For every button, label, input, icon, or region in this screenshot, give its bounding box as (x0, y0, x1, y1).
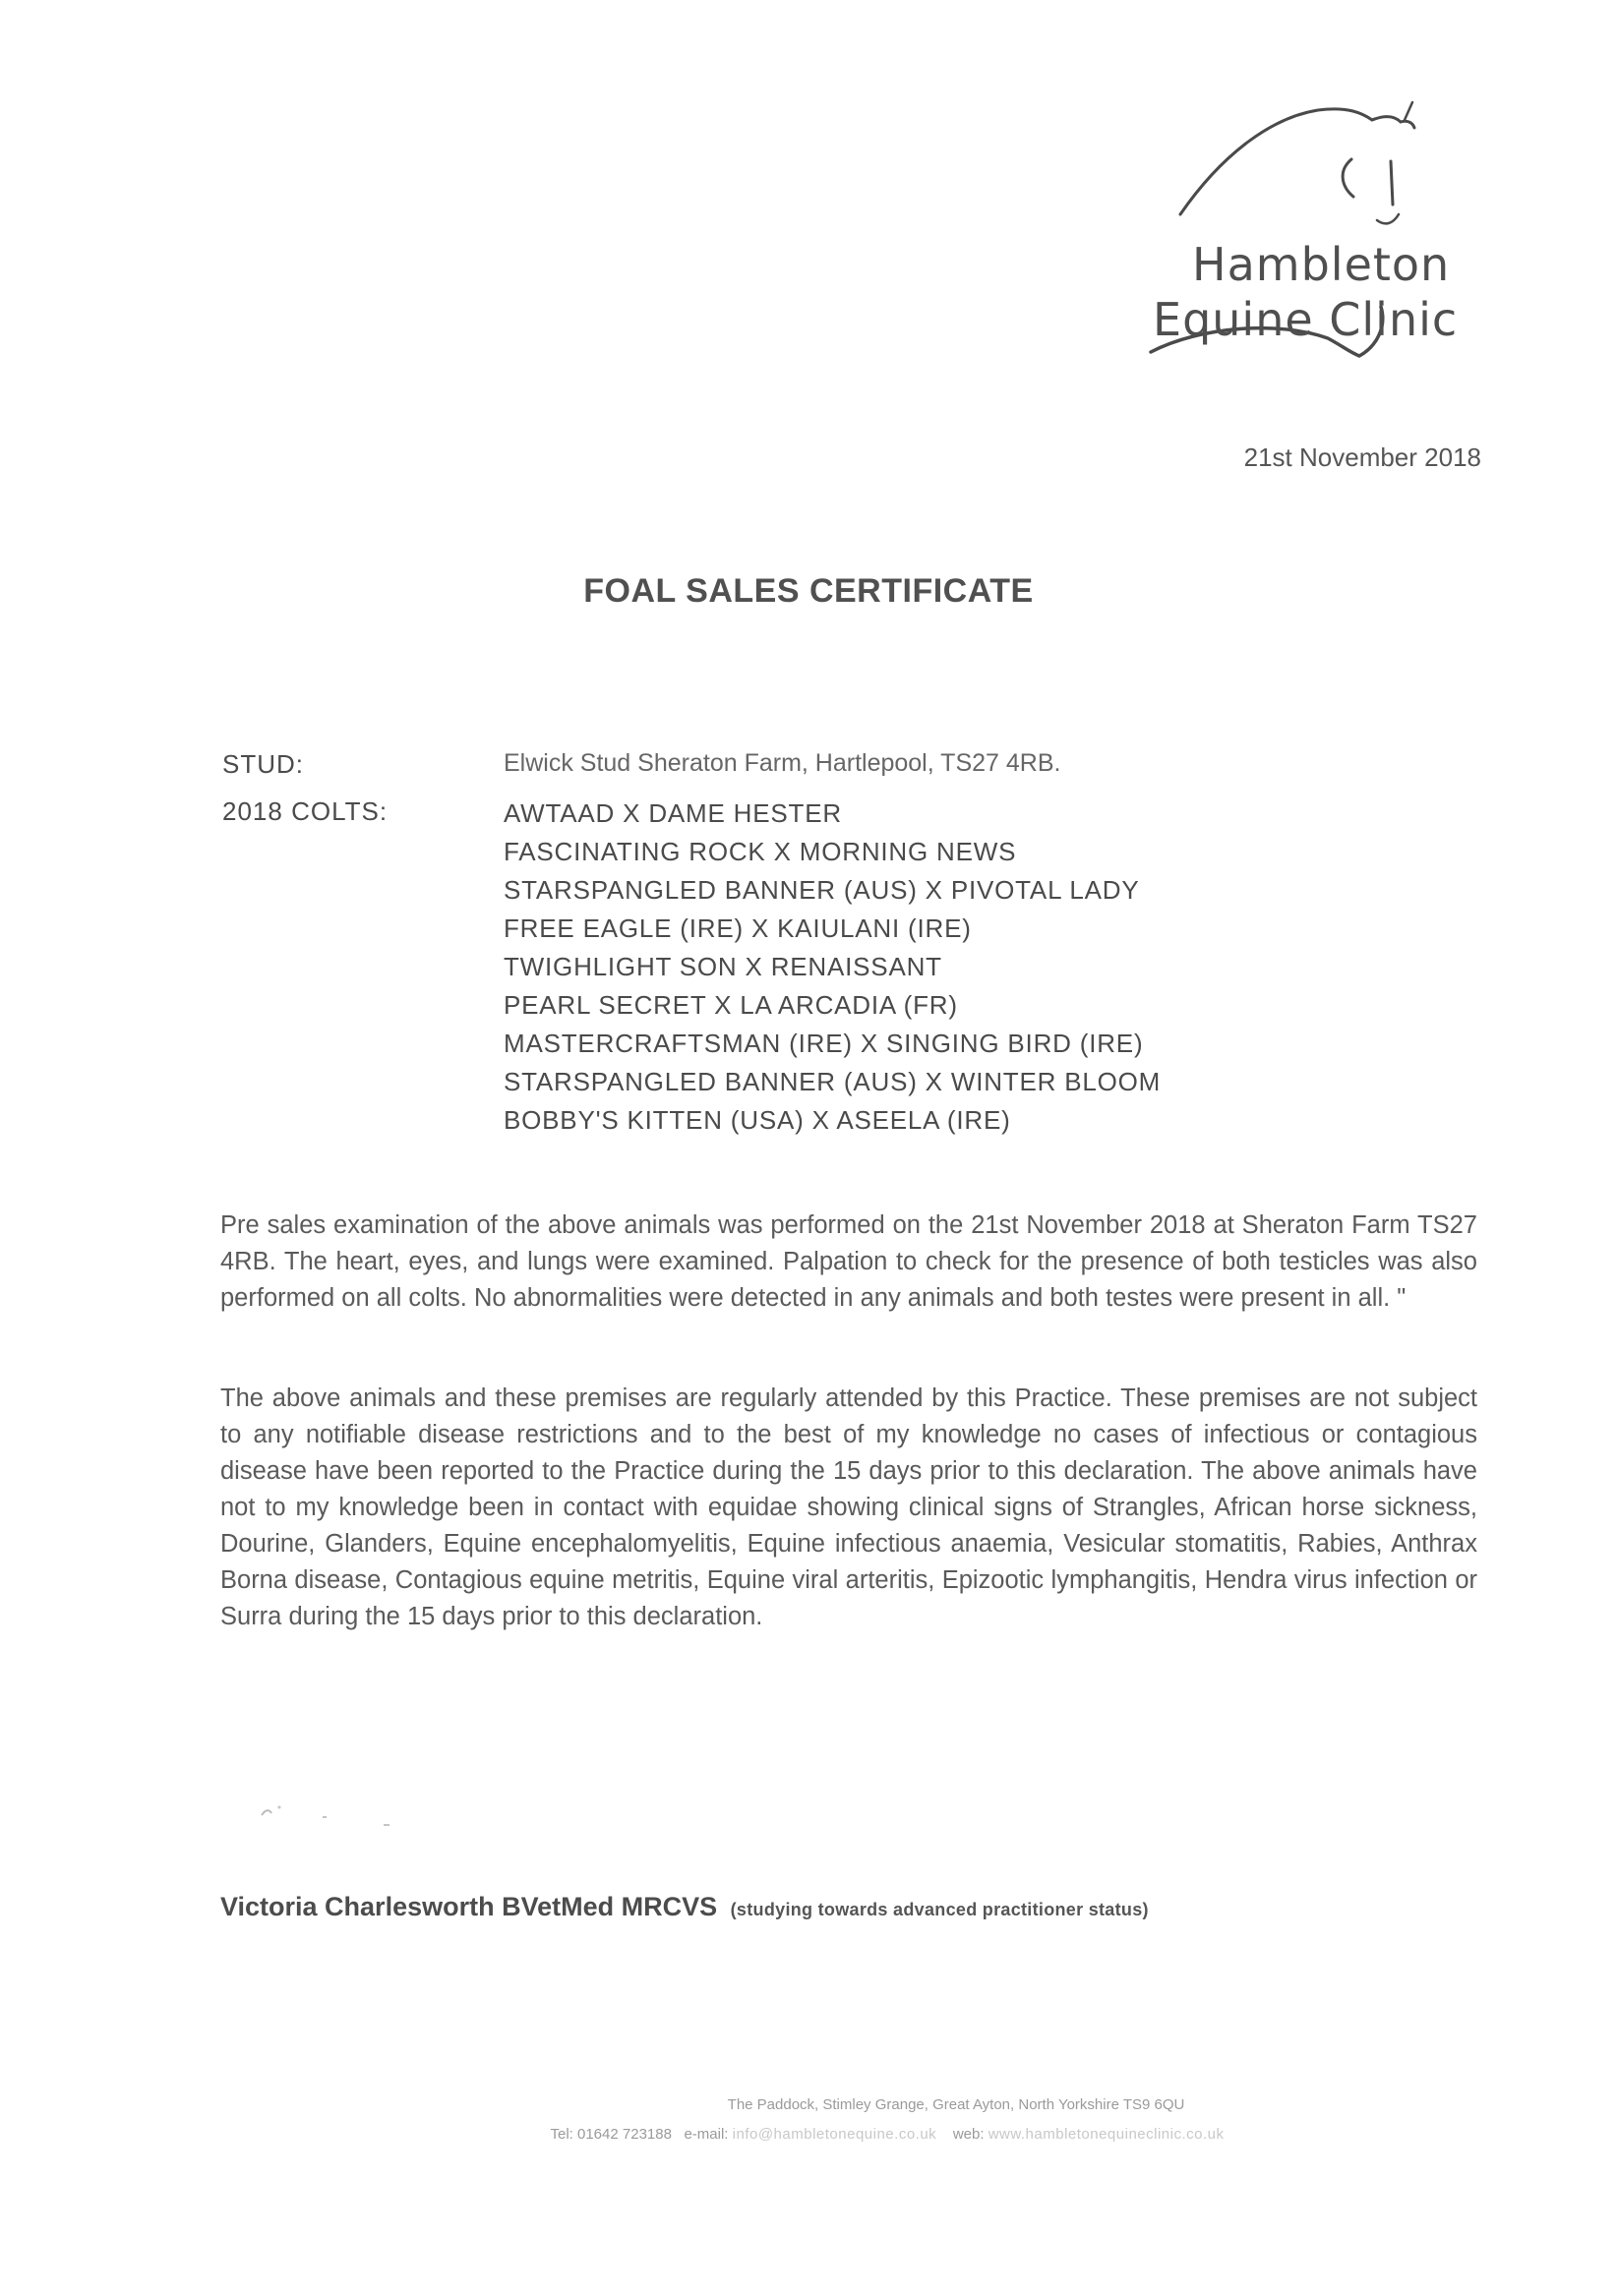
signatory-note: (studying towards advanced practitioner status) (730, 1900, 1149, 1919)
clinic-name-line2: Equine Clinic (1153, 293, 1459, 346)
colt-item: MASTERCRAFTSMAN (IRE) X SINGING BIRD (IRE) (504, 1029, 1144, 1058)
footer-email: info@hambletonequine.co.uk (732, 2126, 937, 2143)
clinic-logo (1141, 98, 1574, 413)
footer-tel-label: Tel: (550, 2126, 573, 2143)
document-title: FOAL SALES CERTIFICATE (583, 572, 1034, 610)
colt-item: FASCINATING ROCK X MORNING NEWS (504, 837, 1017, 866)
footer-email-label: e-mail: (684, 2126, 729, 2143)
colts-label: 2018 COLTS: (222, 796, 389, 826)
colt-item: STARSPANGLED BANNER (AUS) X WINTER BLOOM (504, 1067, 1162, 1096)
stud-value: Elwick Stud Sheraton Farm, Hartlepool, TS27 4RB. (504, 749, 1061, 777)
footer-address: The Paddock, Stimley Grange, Great Ayton, North Yorkshire TS9 6QU (727, 2096, 1185, 2113)
colt-item: BOBBY'S KITTEN (USA) X ASEELA (IRE) (504, 1105, 1011, 1135)
signatory-name: Victoria Charlesworth BVetMed MRCVS (220, 1892, 718, 1921)
stud-label: STUD: (222, 749, 304, 779)
footer-web-label: web: (952, 2126, 985, 2143)
colt-item: TWIGHLIGHT SON X RENAISSANT (504, 952, 942, 981)
colts-list (504, 795, 1161, 1140)
signature-mark (258, 1796, 415, 1835)
colt-item: AWTAAD X DAME HESTER (504, 798, 842, 828)
signatory (220, 1892, 1149, 1922)
examination-paragraph: Pre sales examination of the above animals was performed on the 21st November 2018 at Sheraton Farm TS27 4RB. The heart, eyes, and lungs were examined. Palpation to check for the presence of both testicles was also performed on all colts. No abnormalities were detected in any animals and both testes were present in all. " (220, 1211, 1477, 1312)
document-date: 21st November 2018 (1243, 442, 1481, 472)
clinic-name-line1: Hambleton (1192, 238, 1451, 291)
footer-contact (79, 2126, 1617, 2143)
footer-web: www.hambletonequineclinic.co.uk (988, 2126, 1225, 2143)
colt-item: FREE EAGLE (IRE) X KAIULANI (IRE) (504, 913, 972, 943)
colt-item: PEARL SECRET X LA ARCADIA (FR) (504, 990, 958, 1020)
declaration-paragraph: The above animals and these premises are regularly attended by this Practice. These premises are not subject to any notifiable disease restrictions and to the best of my knowledge no cases of infectious or contagious disease have been reported to the Practice during the 15 days prior to this declaration. The above animals have not to my knowledge been in contact with equidae showing clinical signs of Strangles, African horse sickness, Dourine, Glanders, Equine encephalomyelitis, Equine infectious anaemia, Vesicular stomatitis, Rabies, Anthrax Borna disease, Contagious equine metritis, Equine viral arteritis, Epizootic lymphangitis, Hendra virus infection or Surra during the 15 days prior to this declaration. (220, 1384, 1477, 1630)
colt-item: STARSPANGLED BANNER (AUS) X PIVOTAL LADY (504, 875, 1140, 905)
footer-tel: 01642 723188 (577, 2126, 672, 2143)
